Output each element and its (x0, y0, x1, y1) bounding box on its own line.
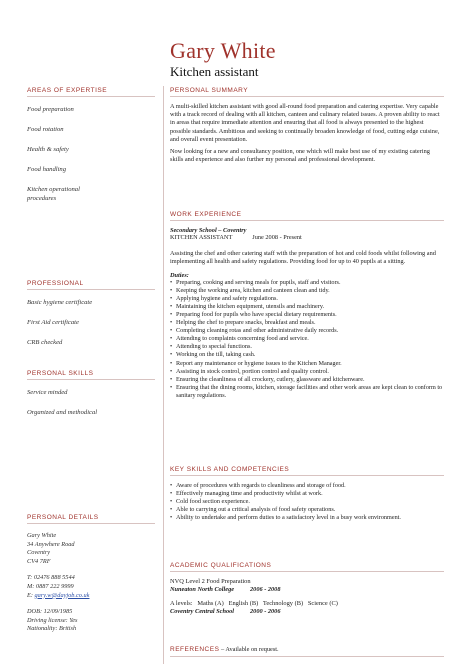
professional-item: Basic hygiene certificate (27, 299, 93, 306)
professional-item: First Aid certificate (27, 319, 79, 326)
duty-item: • Ensuring that the dining rooms, kitchen, storage facilities and other work areas are kept clean to conform to sanitary regulations. (170, 384, 444, 400)
skill-item: • Aware of procedures with regards to cleanliness and storage of food. (170, 482, 444, 490)
summary-paragraph: A multi-skilled kitchen assistant with good all-round food preparation and catering expertise. Very capable with a track record of dealing with all kitchen, canteen and culinary related issues. A proven ability to react in areas that require immediate attention and ensuring that all food is always presented to the highest possible standards. Ambitious and seeking to continually broaden knowledge of food, cutting edge cuisine, and overall event presentation. (170, 103, 440, 143)
duty-item: • Attending to complaints concerning food and service. (170, 335, 444, 343)
job-title: Kitchen assistant (170, 64, 259, 79)
personal-skills-section (27, 370, 155, 428)
role-intro: Assisting the chef and other catering staff with the preparation of hot and cold foods whilst following and implementing all health and safety regulations. Providing food for up to 40 pupils at a sitting. (170, 250, 436, 266)
summary-paragraph: Now looking for a new and consultancy position, one which will make best use of my existing catering skills and experience and also further my personal and professional development. (170, 148, 430, 164)
personal-skill-item: Organized and methodical (27, 409, 98, 416)
references-title: REFERENCES (170, 646, 220, 653)
skill-item: • Able to carrying out a critical analysis of food safety operations. (170, 506, 444, 514)
personal-skill-item: Service minded (27, 389, 68, 396)
duty-item: • Maintaining the kitchen equipment, utensils and machinery. (170, 303, 444, 311)
personal-skills-title: PERSONAL SKILLS (27, 370, 155, 380)
professional-item: CRB checked (27, 339, 63, 346)
duties-list (170, 279, 444, 400)
skill-item: • Ability to undertake and perform duties to a satisfactory level in a busy work environment. (170, 514, 444, 522)
duty-item: • Helping the chef to prepare snacks, breakfast and meals. (170, 319, 444, 327)
duty-item: • Assisting in stock control, portion control and quality control. (170, 368, 444, 376)
detail-dob: DOB: 12/09/1985 (27, 608, 73, 616)
detail-nationality: Nationality: British (27, 625, 77, 633)
expertise-item: Food rotation (27, 126, 64, 133)
expertise-item: Food handling (27, 166, 67, 173)
personal-details-title: PERSONAL DETAILS (27, 514, 155, 524)
qualification-years: 2000 - 2006 (250, 608, 281, 616)
skill-item: • Effectively managing time and productivity whilst at work. (170, 490, 444, 498)
areas-of-expertise (27, 87, 155, 214)
references-row (170, 646, 444, 657)
duty-item: • Applying hygiene and safety regulations. (170, 295, 444, 303)
duty-item: • Keeping the working area, kitchen and canteen clean and tidy. (170, 287, 444, 295)
qualification-school-row (170, 608, 444, 616)
references-line (170, 646, 444, 657)
professional-section (27, 280, 155, 358)
expertise-item: Food preparation (27, 106, 74, 113)
expertise-title: AREAS OF EXPERTISE (27, 87, 155, 97)
personal-details-section (27, 514, 155, 634)
work-title: WORK EXPERIENCE (170, 211, 444, 221)
duty-item: • Working on the till, taking cash. (170, 351, 444, 359)
detail-email-prefix: E: (27, 591, 35, 599)
qualification-years: 2006 - 2008 (250, 586, 281, 594)
detail-license: Driving license: Yes (27, 616, 78, 624)
expertise-item: Health & safety (27, 146, 69, 153)
qualification-school-row (170, 586, 444, 594)
detail-address-line: 34 Anywhere Road (27, 540, 75, 548)
qualifications-title: ACADEMIC QUALIFICATIONS (170, 562, 444, 572)
detail-telephone: T: 02476 888 5544 (27, 574, 75, 582)
qualification-name: NVQ Level 2 Food Preparation (170, 578, 251, 585)
qualification-school: Nuneaton North College (170, 586, 235, 594)
detail-email-row (27, 592, 155, 601)
role-title: KITCHEN ASSISTANT (170, 234, 233, 241)
expertise-item: Kitchen operational procedures (27, 186, 80, 202)
personal-summary (170, 87, 444, 168)
key-skills-title: KEY SKILLS AND COMPETENCIES (170, 466, 444, 476)
candidate-name: Gary White (170, 38, 276, 63)
references-text: – Available on request. (221, 646, 279, 653)
duty-item: • Report any maintenance or hygiene issues to the Kitchen Manager. (170, 360, 444, 368)
summary-title: PERSONAL SUMMARY (170, 87, 444, 97)
employer: Secondary School – Coventry (170, 227, 247, 234)
key-skills (170, 466, 444, 522)
qualification-school: Coventry Central School (170, 608, 235, 616)
duty-item: • Preparing, cooking and serving meals for pupils, staff and visitors. (170, 279, 444, 287)
work-experience (170, 211, 444, 400)
column-divider (163, 86, 164, 664)
academic-qualifications (170, 562, 444, 617)
key-skills-list (170, 482, 444, 522)
detail-name: Gary White (27, 532, 57, 539)
detail-address-line: Coventry (27, 549, 51, 557)
role-row (170, 234, 444, 242)
professional-title: PROFESSIONAL (27, 280, 155, 290)
duty-item: • Preparing food for pupils who have special dietary requirements. (170, 311, 444, 319)
email-link[interactable]: gary.w@dayjob.co.uk (34, 591, 90, 599)
detail-mobile: M: 0887 222 9999 (27, 582, 74, 590)
skill-item: • Cold food section experience. (170, 498, 444, 506)
role-dates: June 2008 - Present (252, 234, 302, 241)
duty-item: • Completing cleaning rotas and other administrative daily records. (170, 327, 444, 335)
duties-label: Duties: (170, 271, 189, 279)
duty-item: • Attending to special functions. (170, 343, 444, 351)
duty-item: • Ensuring the cleanliness of all crockery, cutlery, glassware and kitchenware. (170, 376, 444, 384)
detail-postcode: CV4 7RF (27, 557, 51, 565)
qualification-name: A levels: Maths (A) English (B) Technology (B) Science (C) (170, 599, 338, 607)
